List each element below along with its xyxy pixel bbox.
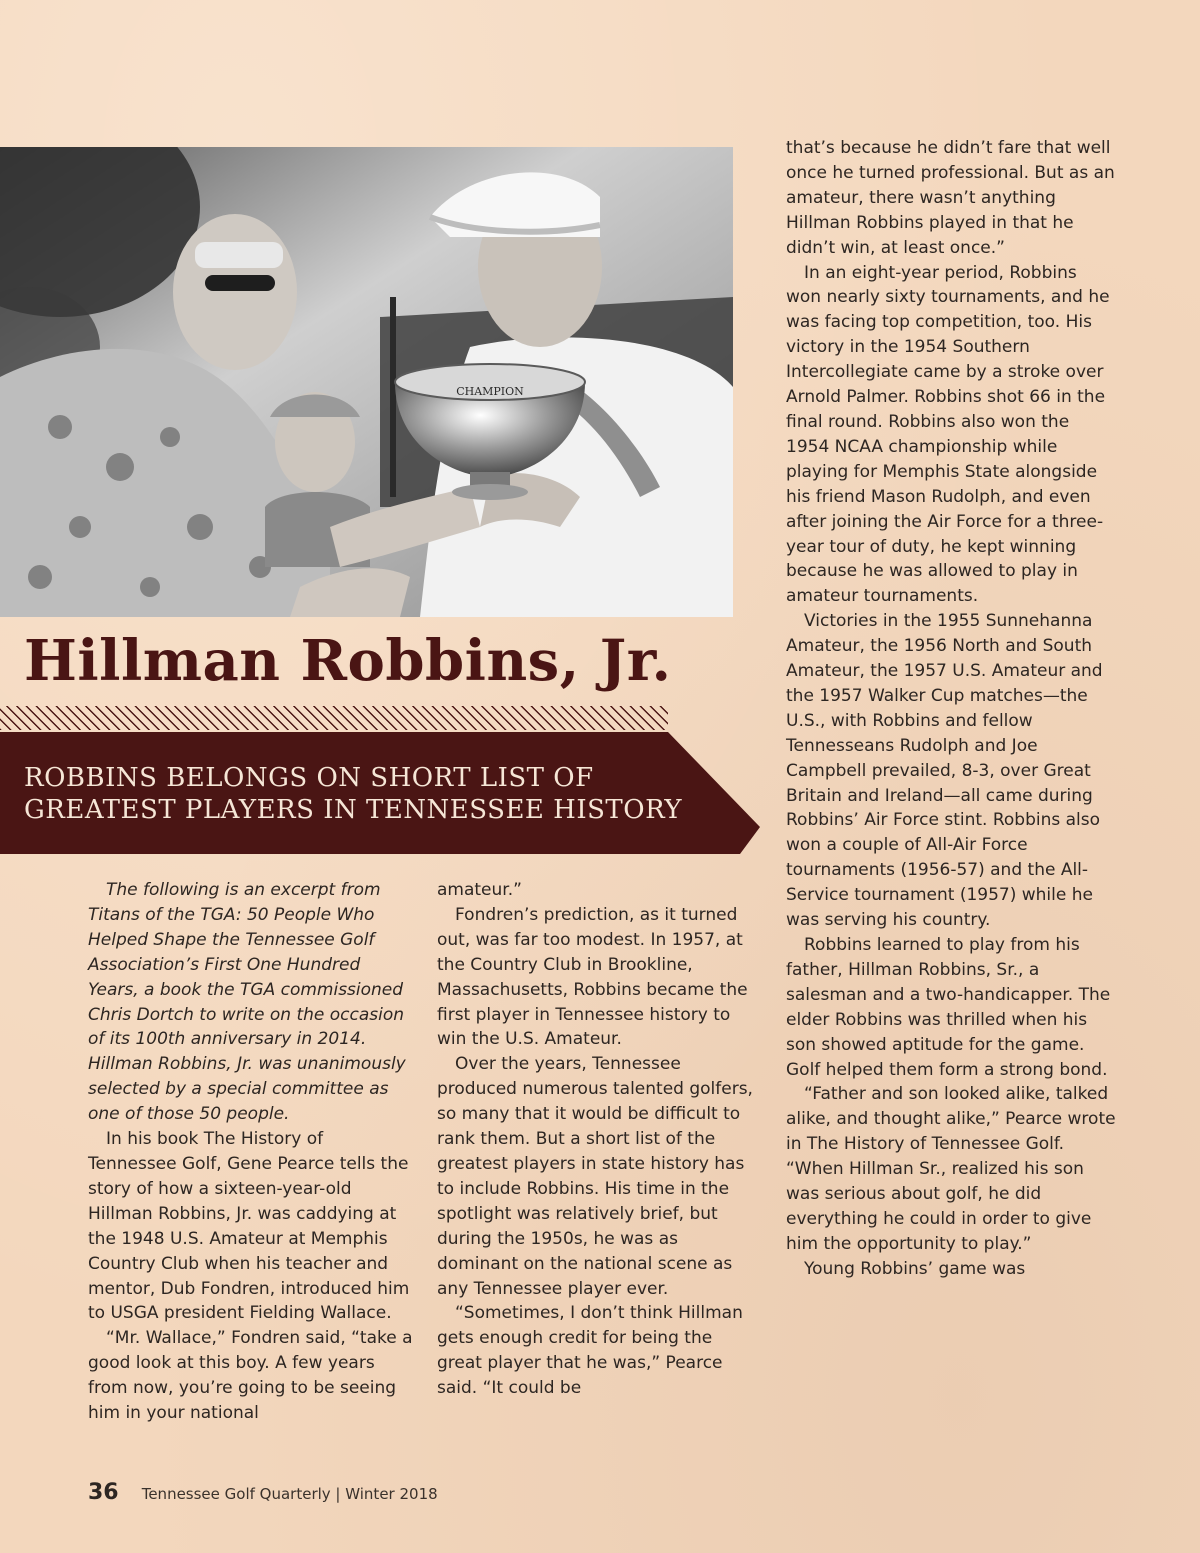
article-subtitle: ROBBINS BELONGS ON SHORT LIST OF GREATEST PLAYERS IN TENNESSEE HISTORY [24,763,683,825]
article-title: Hillman Robbins, Jr. [24,628,672,694]
decorative-hatch-divider [0,706,668,730]
article-photo [0,147,733,617]
publication-info: Tennessee Golf Quarterly | Winter 2018 [141,1485,438,1503]
body-paragraph: In an eight-year period, Robbins won nearly sixty tournaments, and he was facing top competition, too. His victory in the 1954 Southern Intercollegiate came by a stroke over Arnold Palmer. Robbins shot 66 in the final round. Robbins also won the 1954 NCAA championship while playing for Memphis State alongside his friend Mason Rudolph, and even after joining the Air Force for a three-year tour of duty, he kept winning because he was allowed to play in amateur tournaments. [786,262,1110,607]
golf-trophy-photo-illustration [0,147,733,617]
page-footer [88,1480,438,1505]
body-paragraph-continued: amateur.” [437,880,522,900]
body-paragraph: Robbins learned to play from his father, Hillman Robbins, Sr., a salesman and a two-handicapper. The elder Robbins was thrilled when his son showed aptitude for the game. Golf helped them form a strong bond. [786,935,1111,1080]
article-column-3 [786,136,1116,1282]
article-column-1 [88,878,413,1426]
trophy-engraving: CHAMPION [456,385,524,398]
body-paragraph: “Mr. Wallace,” Fondren said, “take a good look at this boy. A few years from now, you’re going to be seeing him in your national [88,1328,413,1424]
article-column-2 [437,878,762,1401]
body-paragraph: “Father and son looked alike, talked alike, and thought alike,” Pearce wrote in The History of Tennessee Golf. “When Hillman Sr., realized his son was serious about golf, he did everything he could in order to give him the opportunity to play.” [786,1084,1116,1254]
body-paragraph: “Sometimes, I don’t think Hillman gets enough credit for being the great player that he was,” Pearce said. “It could be [437,1303,743,1399]
body-paragraph-continued: that’s because he didn’t fare that well once he turned professional. But as an amateur, there wasn’t anything Hillman Robbins played in that he didn’t win, at least once.” [786,138,1115,258]
body-paragraph: Over the years, Tennessee produced numerous talented golfers, so many that it would be difficult to rank them. But a short list of the greatest players in state history has to include Robbins. His time in the spotlight was relatively brief, but during the 1950s, he was as dominant on the national scene as any Tennessee player ever. [437,1054,753,1299]
body-paragraph: Victories in the 1955 Sunnehanna Amateur, the 1956 North and South Amateur, the 1957 U.S. Amateur and the 1957 Walker Cup matches—the U.S., with Robbins and fellow Tennesseans Rudolph and Joe Campbell prevailed, 8-3, over Great Britain and Ireland—all came during Robbins’ Air Force stint. Robbins also won a couple of All-Air Force tournaments (1956-57) and the All-Service tournament (1957) while he was serving his country. [786,611,1103,931]
body-paragraph: Young Robbins’ game was [804,1258,1026,1279]
page-number: 36 [88,1480,119,1505]
intro-paragraph: The following is an excerpt from Titans of the TGA: 50 People Who Helped Shape the Tennessee Golf Association’s First One Hundred Years, a book the TGA commissioned Chris Dortch to write on the occasion of its 100th anniversary in 2014. Hillman Robbins, Jr. was unanimously selected by a special committee as one of those 50 people. [88,880,406,1125]
body-paragraph: Fondren’s prediction, as it turned out, was far too modest. In 1957, at the Country Club in Brookline, Massachusetts, Robbins became the first player in Tennessee history to win the U.S. Amateur. [437,904,748,1050]
body-paragraph: In his book The History of Tennessee Golf, Gene Pearce tells the story of how a sixteen-year-old Hillman Robbins, Jr. was caddying at the 1948 U.S. Amateur at Memphis Country Club when his teacher and mentor, Dub Fondren, introduced him to USGA president Fielding Wallace. [88,1129,410,1324]
